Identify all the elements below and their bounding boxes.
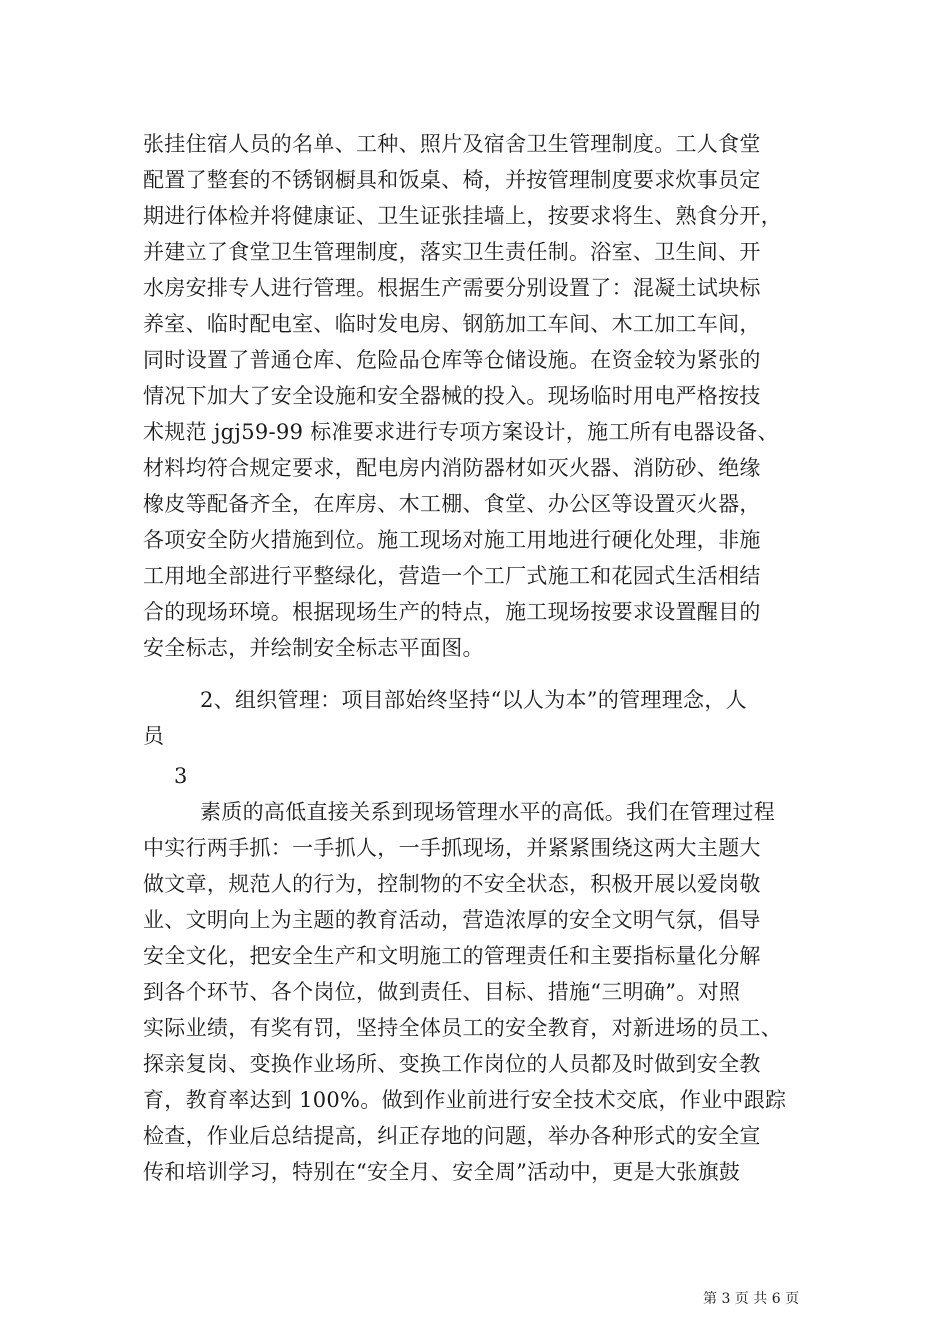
text-line: 工用地全部进行平整绿化，营造一个工厂式施工和花园式生活相结 <box>143 564 761 588</box>
text-line: 探亲复岗、变换作业场所、变换工作岗位的人员都及时做到安全教 <box>143 1052 761 1076</box>
inline-page-number: 3 <box>174 764 188 788</box>
text-line: 实际业绩，有奖有罚，坚持全体员工的安全教育，对新进场的员工、 <box>143 1016 782 1040</box>
text-line: 到各个环节、各个岗位，做到责任、目标、措施“三明确”。对照 <box>143 980 741 1004</box>
text-line: 期进行体检并将健康证、卫生证张挂墙上，按要求将生、熟食分开， <box>143 204 782 228</box>
page-footer: 第 3 页 共 6 页 <box>703 1291 800 1307</box>
text-line: 中实行两手抓：一手抓人，一手抓现场，并紧紧围绕这两大主题大 <box>143 836 761 860</box>
text-line: 合的现场环境。根据现场生产的特点，施工现场按要求设置醒目的 <box>143 600 761 624</box>
text-line: 2、组织管理：项目部始终坚持“以人为本”的管理理念，人 <box>200 688 747 712</box>
text-line: 同时设置了普通仓库、危险品仓库等仓储设施。在资金较为紧张的 <box>143 348 761 372</box>
text-line: 安全标志，并绘制安全标志平面图。 <box>143 636 484 660</box>
text-line: 养室、临时配电室、临时发电房、钢筋加工车间、木工加工车间， <box>143 312 761 336</box>
text-line: 张挂住宿人员的名单、工种、照片及宿舍卫生管理制度。工人食堂 <box>143 132 761 156</box>
text-line: 做文章，规范人的行为，控制物的不安全状态，积极开展以爱岗敬 <box>143 872 761 896</box>
text-line: 配置了整套的不锈钢橱具和饭桌、椅，并按管理制度要求炊事员定 <box>143 168 761 192</box>
text-line: 检查，作业后总结提高，纠正存地的问题，举办各种形式的安全宣 <box>143 1124 761 1148</box>
text-line: 安全文化，把安全生产和文明施工的管理责任和主要指标量化分解 <box>143 944 761 968</box>
text-line: 材料均符合规定要求，配电房内消防器材如灭火器、消防砂、绝缘 <box>143 456 761 480</box>
text-line: 员 <box>143 724 165 748</box>
text-line: 育，教育率达到 100%。做到作业前进行安全技术交底，作业中跟踪 <box>143 1088 787 1112</box>
text-line: 术规范 jgj59-99 标准要求进行专项方案设计，施工所有电器设备、 <box>143 420 779 444</box>
text-line: 各项安全防火措施到位。施工现场对施工用地进行硬化处理，非施 <box>143 528 761 552</box>
text-line: 业、文明向上为主题的教育活动，营造浓厚的安全文明气氛，倡导 <box>143 908 761 932</box>
text-line: 传和培训学习，特别在“安全月、安全周”活动中，更是大张旗鼓 <box>143 1160 741 1184</box>
text-line: 橡皮等配备齐全，在库房、木工棚、食堂、办公区等设置灭火器， <box>143 492 761 516</box>
text-line: 并建立了食堂卫生管理制度，落实卫生责任制。浴室、卫生间、开 <box>143 240 761 264</box>
text-line: 水房安排专人进行管理。根据生产需要分别设置了：混凝土试块标 <box>143 276 761 300</box>
text-line: 素质的高低直接关系到现场管理水平的高低。我们在管理过程 <box>200 800 776 824</box>
text-line: 情况下加大了安全设施和安全器械的投入。现场临时用电严格按技 <box>143 384 761 408</box>
